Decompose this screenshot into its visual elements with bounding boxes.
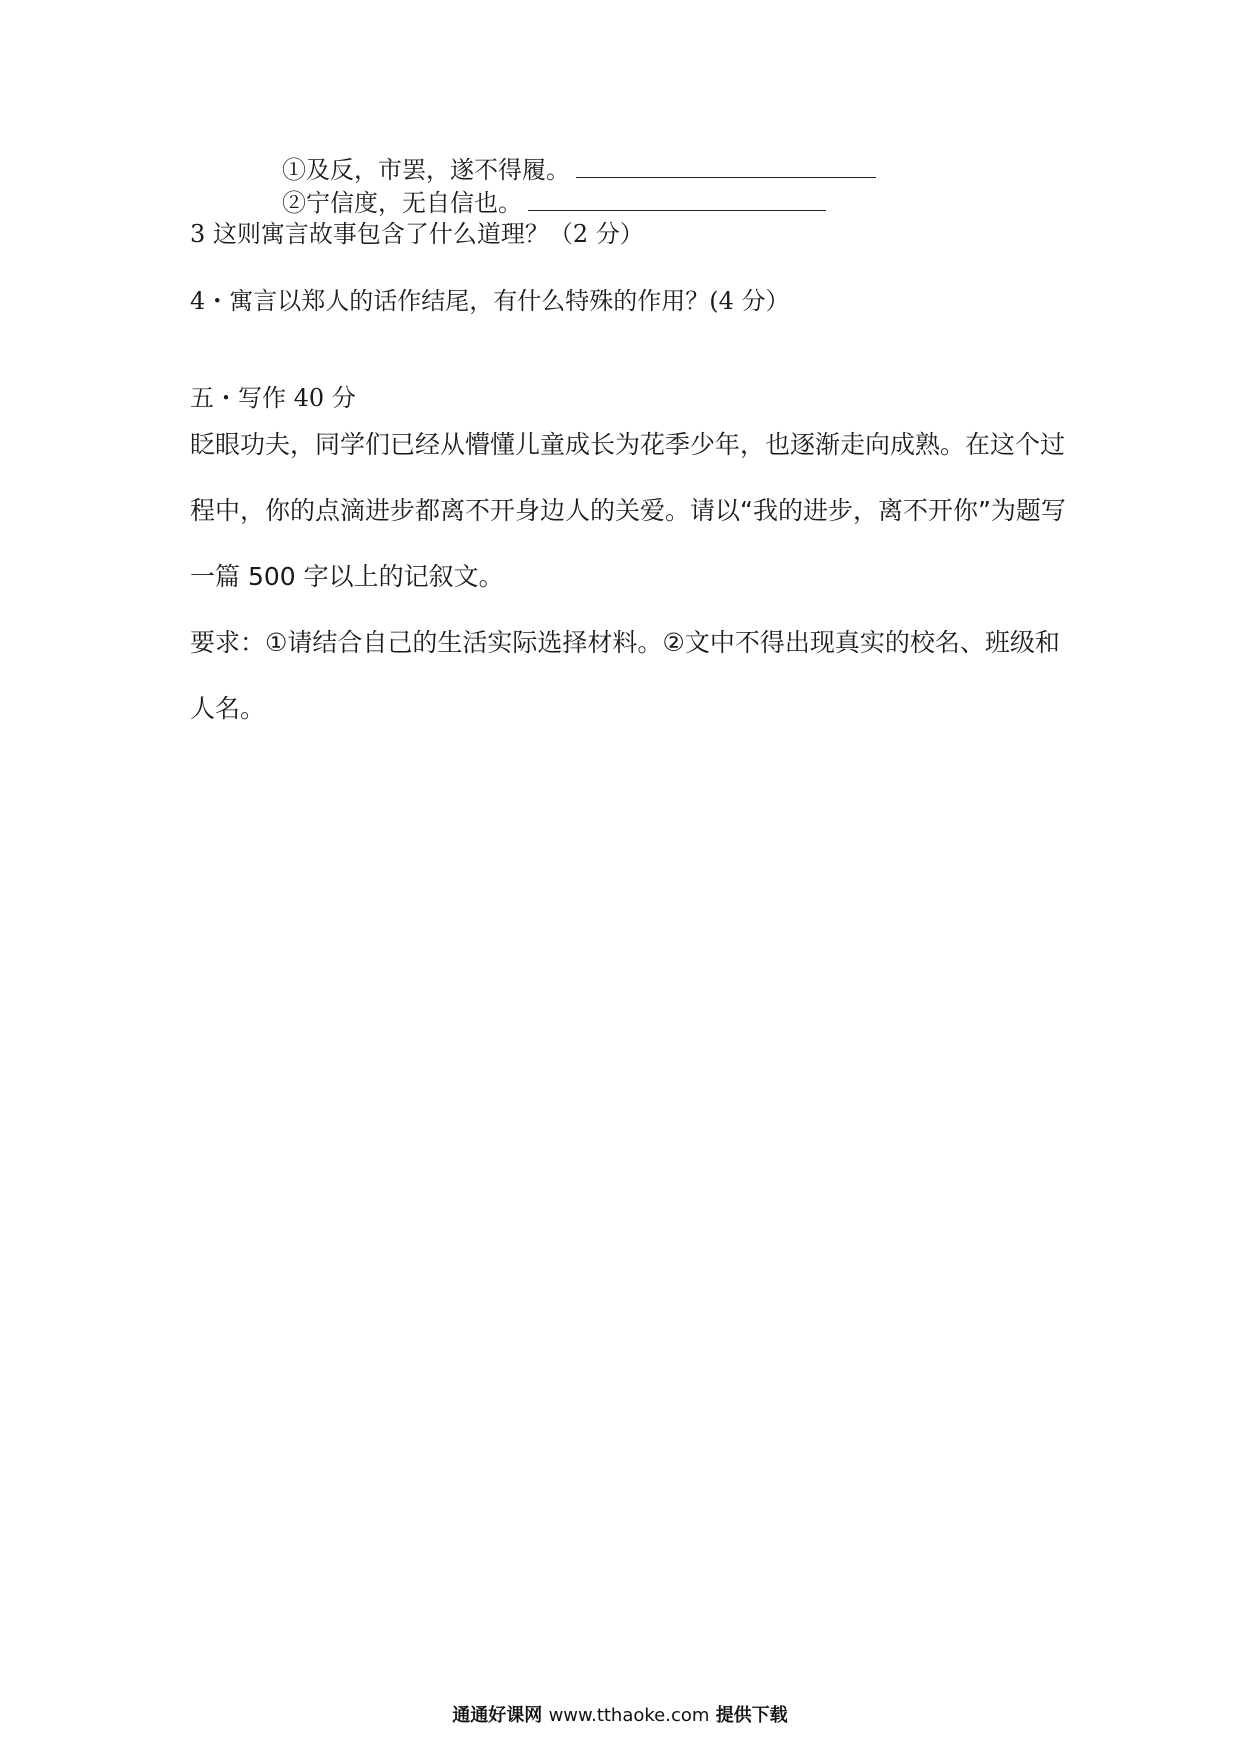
writing-requirement-line-2: 人名。 (190, 694, 266, 723)
writing-section-heading: 五・写作 40 分 (190, 384, 356, 412)
question-3: 3 这则寓言故事包含了什么道理？（2 分） (190, 220, 644, 248)
translation-item-2-text: ②宁信度，无自信也。 (282, 189, 522, 217)
writing-requirement-line-1: 要求：①请结合自己的生活实际选择材料。②文中不得出现真实的校名、班级和 (190, 628, 1060, 657)
writing-prompt-line-2: 程中，你的点滴进步都离不开身边人的关爱。请以“我的进步，离不开你”为题写 (190, 496, 1066, 525)
translation-item-1 (282, 155, 876, 185)
page-footer (0, 1704, 1240, 1728)
footer-url[interactable]: www.tthaoke.com (548, 1705, 710, 1726)
footer-site-name: 通通好课网 (452, 1705, 543, 1726)
answer-blank-2[interactable] (528, 190, 826, 211)
writing-prompt-line-3: 一篇 500 字以上的记叙文。 (190, 562, 504, 591)
translation-item-2 (282, 188, 826, 218)
question-4: 4・寓言以郑人的话作结尾，有什么特殊的作用？(4 分） (190, 287, 790, 315)
translation-item-1-text: ①及反，市罢，遂不得履。 (282, 156, 570, 184)
writing-prompt-line-1: 眨眼功夫，同学们已经从懵懂儿童成长为花季少年，也逐渐走向成熟。在这个过 (190, 430, 1066, 459)
answer-blank-1[interactable] (576, 157, 876, 178)
footer-suffix: 提供下载 (715, 1705, 788, 1726)
